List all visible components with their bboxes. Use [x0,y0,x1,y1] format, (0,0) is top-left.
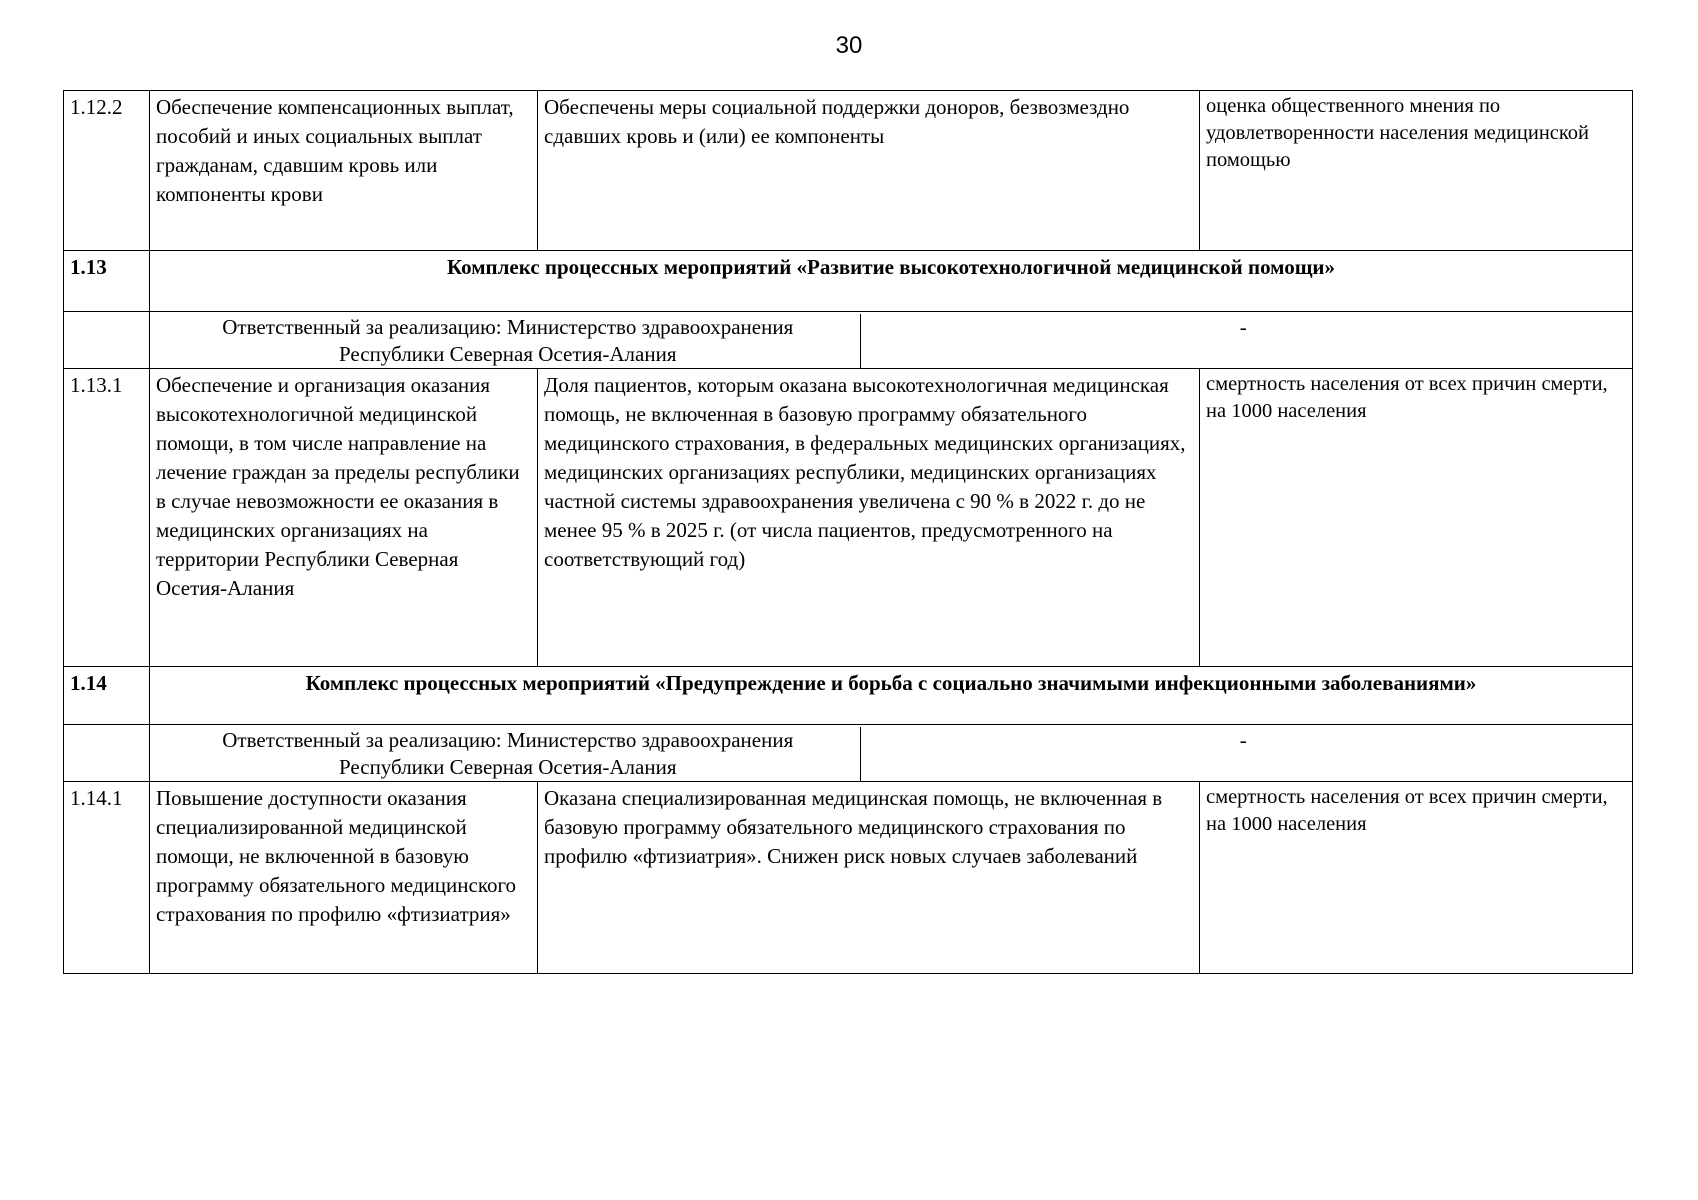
page-number: 30 [835,32,863,59]
measures-table [63,90,1633,974]
responsible-dash: - [860,314,1626,368]
table-row [64,369,1633,667]
responsible-cell [150,725,1633,782]
section-number: 1.14 [64,667,150,725]
responsible-cell [150,312,1633,369]
task-cell: Повышение доступности оказания специализированной медицинской помощи, не включенной в базовую программу обязательного медицинского страхования по профилю «фтизиатрия» [150,782,538,974]
section-header-row [64,667,1633,725]
result-cell: Доля пациентов, которым оказана высокотехнологичная медицинская помощь, не включенная в базовую программу обязательного медицинского страхования, в федеральных медицинских организациях, медицинских организациях республики, медицинских организациях частной системы здравоохранения увеличена с 90 % в 2022 г. до не менее 95 % в 2025 г. (от числа пациентов, предусмотренного на соответствующий год) [538,369,1200,667]
table-row [64,782,1633,974]
section-title: Комплекс процессных мероприятий «Предупреждение и борьба с социально значимыми инфекционными заболеваниями» [150,667,1633,725]
indicator-cell: смертность населения от всех причин смерти, на 1000 населения [1200,782,1633,974]
task-cell: Обеспечение и организация оказания высокотехнологичной медицинской помощи, в том числе направление на лечение граждан за пределы республики в случае невозможности ее оказания в медицинских организациях на территории Республики Северная Осетия-Алания [150,369,538,667]
result-cell: Обеспечены меры социальной поддержки доноров, безвозмездно сдавших кровь и (или) ее компоненты [538,91,1200,251]
indicator-cell: оценка общественного мнения по удовлетворенности населения медицинской помощью [1200,91,1633,251]
responsible-dash: - [860,727,1626,781]
responsible-row [64,725,1633,782]
task-cell: Обеспечение компенсационных выплат, пособий и иных социальных выплат гражданам, сдавшим кровь или компоненты крови [150,91,538,251]
row-number: 1.14.1 [64,782,150,974]
result-cell: Оказана специализированная медицинская помощь, не включенная в базовую программу обязательного медицинского страхования по профилю «фтизиатрия». Снижен риск новых случаев заболеваний [538,782,1200,974]
table-row [64,91,1633,251]
section-header-row [64,251,1633,312]
section-title: Комплекс процессных мероприятий «Развитие высокотехнологичной медицинской помощи» [150,251,1633,312]
row-number: 1.13.1 [64,369,150,667]
row-number: 1.12.2 [64,91,150,251]
empty-cell [64,312,150,369]
empty-cell [64,725,150,782]
responsible-row [64,312,1633,369]
responsible-label: Ответственный за реализацию: Министерство здравоохранения Республики Северная Осетия-Алания [222,728,794,779]
responsible-label: Ответственный за реализацию: Министерство здравоохранения Республики Северная Осетия-Алания [222,315,794,366]
indicator-cell: смертность населения от всех причин смерти, на 1000 населения [1200,369,1633,667]
responsible-inner [156,727,1626,781]
section-number: 1.13 [64,251,150,312]
responsible-inner [156,314,1626,368]
